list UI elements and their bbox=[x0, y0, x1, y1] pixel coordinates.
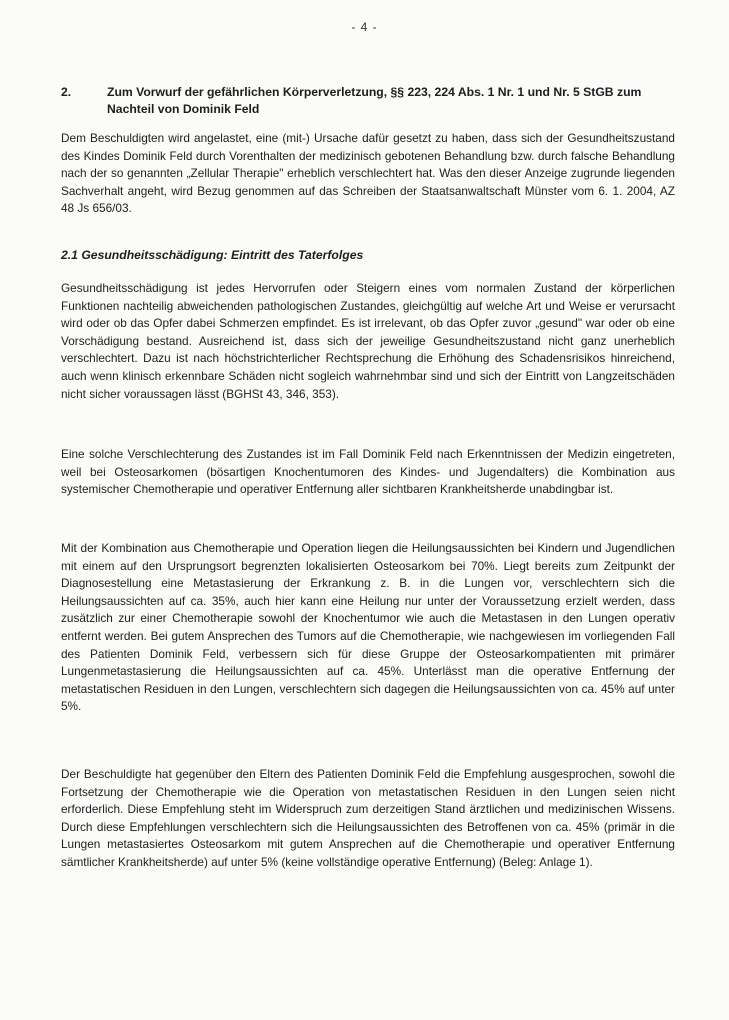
paragraph-recommendation: Der Beschuldigte hat gegenüber den Eltern des Patienten Dominik Feld die Empfehlung ausgesprochen, sowohl die Fortsetzung der Chemotherapie wie die Operation von metastatischen Residuen in den Lungen seien nicht erforderlich. Diese Empfehlung steht im Widerspruch zum derzeitigen Stand ärztlichen und medizinischen Wissens. Durch diese Empfehlungen verschlechtern sich die Heilungsaussichten des Betroffenen von ca. 45% (primär in die Lungen metastasiertes Osteosarkom mit gutem Ansprechen auf die Chemotherapie und operativer Entfernung sämtlicher Krankheitsherde) auf unter 5% (keine vollständige operative Entfernung) (Beleg: Anlage 1). bbox=[61, 767, 675, 869]
page-number: - 4 - bbox=[351, 20, 378, 34]
section-title: Zum Vorwurf der gefährlichen Körperverletzung, §§ 223, 224 Abs. 1 Nr. 1 und Nr. 5 StGB zum Nachteil von Dominik Feld bbox=[107, 85, 642, 116]
paragraph-definition: Gesundheitsschädigung ist jedes Hervorrufen oder Steigern eines vom normalen Zustand der körperlichen Funktionen nachteilig abweichenden pathologischen Zustandes, gleichgültig auf welche Art und Weise er verursacht wird oder ob das Opfer dabei Schmerzen empfindet. Es ist irrelevant, ob das Opfer zuvor „gesund" war oder ob eine Vorschädigung bestand. Ausreichend ist, dass sich der jeweilige Gesundheitszustand nicht ganz unerheblich verschlechtert. Dazu ist nach höchstrichterlicher Rechtsprechung die Erhöhung des Schadensrisikos hinreichend, auch wenn klinisch erkennbare Schäden nicht sogleich wahrnehmbar sind und sich der Eintritt von Langzeitschäden nicht sicher voraussagen lässt (BGHSt 43, 346, 353). bbox=[61, 281, 675, 401]
subsection-heading: 2.1 Gesundheitsschädigung: Eintritt des Taterfolges bbox=[61, 248, 364, 262]
section-heading bbox=[61, 84, 671, 118]
section-number: 2. bbox=[61, 85, 72, 99]
paragraph-prognosis: Mit der Kombination aus Chemotherapie und Operation liegen die Heilungsaussichten bei Kindern und Jugendlichen mit einem auf den Ursprungsort begrenzten lokalisierten Osteosarkom bei 70%. Liegt bereits zum Zeitpunkt der Diagnosestellung eine Metastasierung der Erkrankung z. B. in die Lungen vor, verschlechtern sich die Heilungsaussichten auf ca. 35%, auch hier kann eine Heilung nur unter der Voraussetzung erzielt werden, dass zusätzlich zur einer Chemotherapie sowohl der Knochentumor wie auch die Metastasen in den Lungen operativ entfernt werden. Bei gutem Ansprechen des Tumors auf die Chemotherapie, wie nachgewiesen im vorliegenden Fall des Patienten Dominik Feld, verbessern sich für diese Gruppe der Osteosarkompatienten mit primärer Lungenmetastasierung die Heilungsaussichten auf ca. 45%. Unterlässt man die operative Entfernung der metastatischen Residuen in den Lungen, verschlechtern sich dagegen die Heilungsaussichten von ca. 45% auf unter 5%. bbox=[61, 541, 675, 714]
paragraph-deterioration: Eine solche Verschlechterung des Zustandes ist im Fall Dominik Feld nach Erkenntnissen der Medizin eingetreten, weil bei Osteosarkomen (bösartigen Knochentumoren des Kindes- und Jugendalters) die Kombination aus systemischer Chemotherapie und operativer Entfernung aller sichtbaren Krankheitsherde unabdingbar ist. bbox=[61, 447, 675, 497]
intro-paragraph: Dem Beschuldigten wird angelastet, eine (mit-) Ursache dafür gesetzt zu haben, dass sich der Gesundheitszustand des Kindes Dominik Feld durch Vorenthalten der medizinisch gebotenen Behandlung bzw. durch falsche Behandlung nach der so genannten „Zellular Therapie" erheblich verschlechtert hat. Was den dieser Anzeige zugrunde liegenden Sachverhalt angeht, wird Bezug genommen auf das Schreiben der Staatsanwaltschaft Münster vom 6. 1. 2004, AZ 48 Js 656/03. bbox=[61, 131, 675, 216]
